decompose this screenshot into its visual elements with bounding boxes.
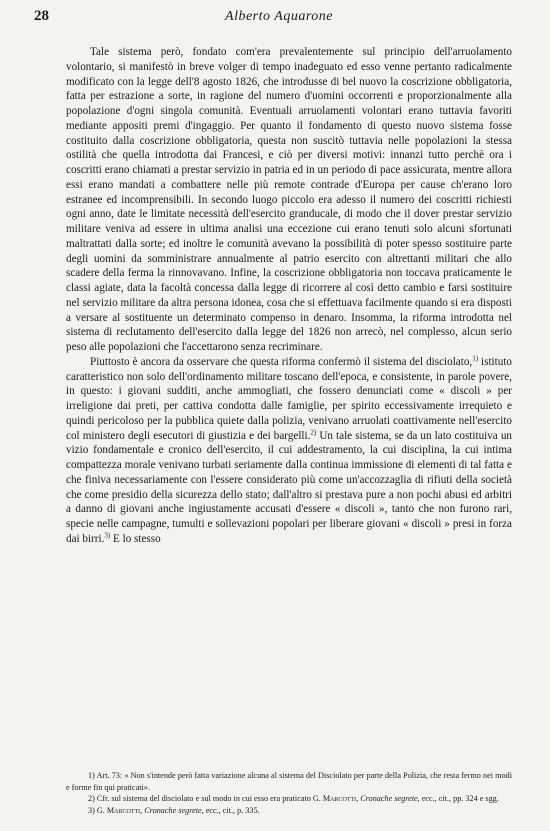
footnote-2-title: Cronache segrete: [360, 794, 418, 803]
footnote-2: [66, 793, 512, 805]
footnote-1-text: Art. 73: « Non s'intende però fatta variazione alcuna al sistema del Disciolato per parte della Polizia, che resta fermo nei modi e forme fin qui praticati».: [66, 771, 512, 792]
footnote-1-number: 1): [88, 771, 95, 780]
footnote-ref-2: 2): [310, 427, 317, 436]
footnote-ref-3: 3): [104, 531, 111, 540]
footnote-ref-1: 1): [472, 354, 479, 363]
footnote-2-number: 2): [88, 794, 95, 803]
footnote-3-number: 3): [88, 805, 95, 815]
footnote-3-text-c: , ecc., cit., p. 335.: [201, 805, 260, 815]
footnote-2-text-c: , ecc., cit., pp. 324 e sgg.: [417, 794, 499, 803]
footnote-3: [66, 805, 512, 817]
page-number: 28: [34, 8, 49, 24]
paragraph-2-part-1: Piuttosto è ancora da osservare che questa riforma confermò il sistema del disciolato,: [90, 355, 473, 368]
footnote-3-title: Cronache segrete: [144, 805, 202, 815]
footnotes: [66, 770, 512, 816]
body-text: [66, 45, 512, 547]
paragraph-2-part-4: E lo stesso: [110, 532, 161, 545]
footnote-2-author: Marcotti: [322, 794, 357, 803]
running-head: Alberto Aquarone: [225, 9, 333, 24]
footnote-3-text-b: ,: [140, 805, 145, 815]
footnote-2-text-b: ,: [356, 794, 361, 803]
footnote-divider: [66, 757, 512, 758]
footnote-3-author: Marcotti: [106, 805, 141, 815]
paragraph-2: [66, 355, 512, 547]
footnote-2-text-a: Cfr. sul sistema del disciolato e sul modo in cui esso era praticato G.: [96, 794, 323, 803]
page-header: [34, 8, 524, 30]
paragraph-2-part-2: istituto caratteristico non solo dell'ordinamento militare toscano dell'epoca, e consistente, in parole povere, in questo: i giovani sudditi, anche ammogliati, che fossero denunciati come « discoli » per irreligione dai preti, per cattiva condotta dalle famiglie, per spirito eccessivamente irrequieto e quindi pericoloso per la pubblica quiete dalla polizia, venivano arruolati coattivamente nell'esercito col ministero degli esecutori di giustizia e dei bargelli.: [66, 355, 512, 442]
footnote-3-text-a: G.: [96, 805, 107, 815]
paragraph-1: Tale sistema però, fondato com'era prevalentemente sul principio dell'arruolamento volontario, si manifestò in breve volger di tempo inadeguato ed esso venne pertanto radicalmente modificato con la legge dell'8 agosto 1826, che introdusse di bel nuovo la coscrizione obbligatoria, fatta per estrazione a sorte, in ragione del numero d'uomini occorrenti e proporzionalmente alla popolazione d'ogni singola comunità. Eventuali arruolamenti volontari erano tuttavia favoriti mediante appositi premi d'ingaggio. Per quanto il fondamento di questo nuovo sistema fosse costituito dalla coscrizione obbligatoria, questa non suscitò tuttavia nelle popolazioni la stessa ostilità che quella introdotta dai Francesi, e ciò per diversi motivi: innanzi tutto perchè ora i coscritti erano chiamati a prestar servizio in patria ed in un periodo di pace assicurata, mentre allora essi erano mandati a combattere nelle più remote contrade d'Europa per cause ch'erano loro estranee ed incomprensibili. In secondo luogo piccolo era adesso il numero dei coscritti richiesti ogni anno, date le limitate necessità dell'esercito granducale, di modo che il dover prestar servizio militare veniva ad essere in ultima analisi una eccezione cui erano tenuti solo alcuni sfortunati maltrattati dalla sorte; ed inoltre le comunità avevano la possibilità di poter spesso sostituire parte degli uomini da somministrare annualmente al patrio esercito con altrettanti militari che allo scadere della ferma la rinnovavano. Infine, la coscrizione obbligatoria non toccava praticamente le classi agiate, data la facoltà concessa dalla legge di ricorrere al così detto cambio e farsi sostituire nel servizio militare da altra persona idonea, cosa che si effettuava facilmente quando si era disposti a versare al sostituente un determinato compenso in denaro. Insomma, la riforma introdotta nel sistema di reclutamento dell'esercito dalla legge del 1826 non arrecò, nel complesso, alcun serio peso alle popolazioni che l'accettarono senza recriminare.: [66, 46, 512, 353]
paragraph-2-part-3: Un tale sistema, se da un lato costituiva un vizio fondamentale e cronico dell'esercito, il cui addestramento, la cui disciplina, la cui intima compattezza morale venivano turbati seriamente dalla continua immissione di elementi di tal fatta e che finiva necessariamente con l'essere considerato più come un'accozzaglia di rifiuti della società che come presidio della sicurezza dello stato; dall'altro si prestava pure a non pochi abusi ed arbitri a danno di giovani anche ingiustamente accusati d'essere « discoli », tanto che non furono rari, specie nelle campagne, tumulti e sollevazioni popolari per liberare giovani « discoli » presi in forza dai birri.: [66, 429, 512, 545]
footnote-1: [66, 770, 512, 793]
